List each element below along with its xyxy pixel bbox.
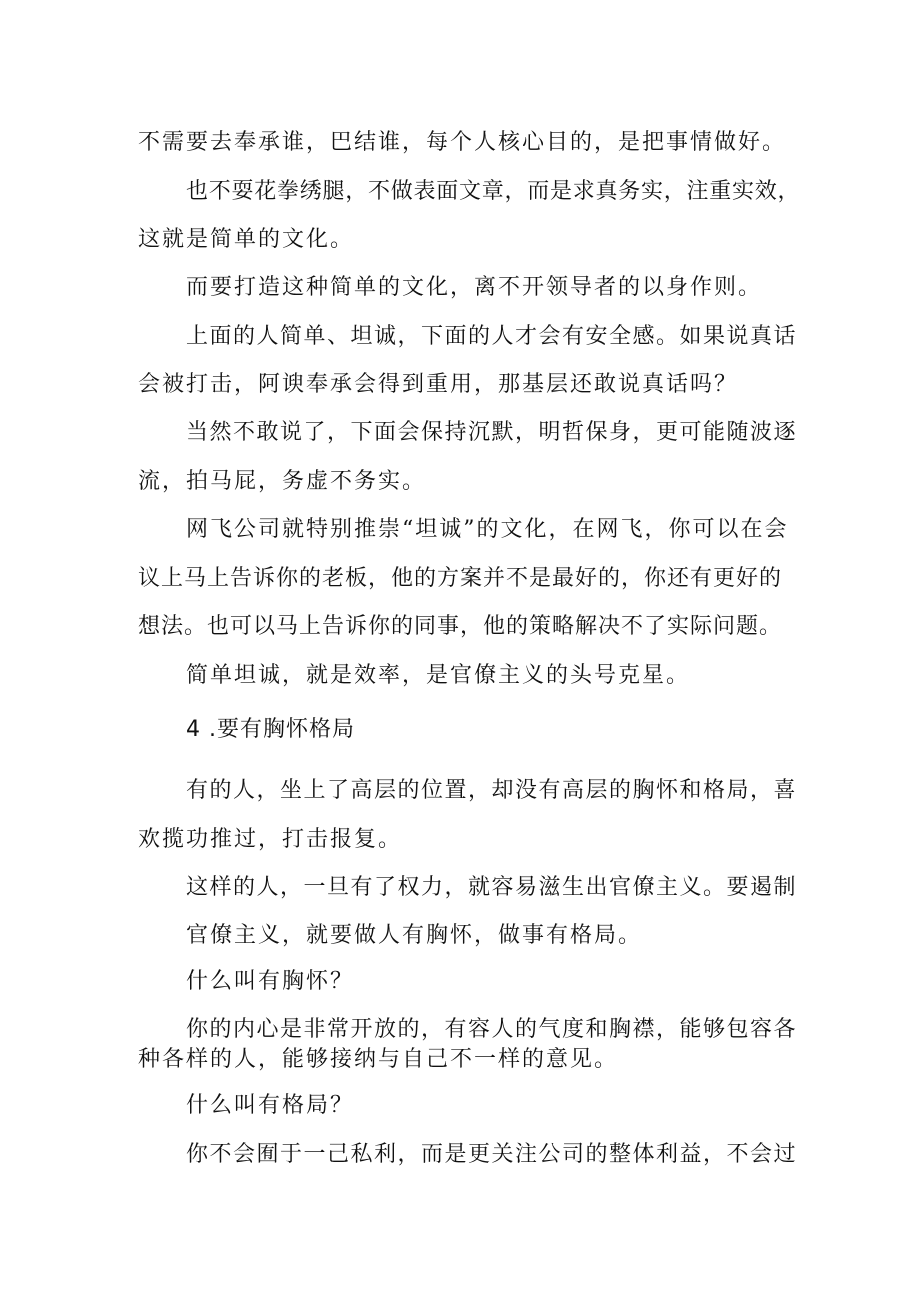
text-line: 上面的人简单、坦诚，下面的人才会有安全感。如果说真话 (186, 324, 798, 349)
text-line: 网飞公司就特别推崇“坦诚”的文化，在网飞，你可以在会 (186, 517, 789, 542)
text-line: 什么叫有格局？ (186, 1093, 355, 1118)
text-line: 也不耍花拳绣腿，不做表面文章，而是求真务实，注重实效， (186, 179, 801, 204)
text-line: 这就是简单的文化。 (138, 227, 355, 252)
text-line: 欢揽功推过，打击报复。 (138, 827, 403, 852)
text-line: 这样的人，一旦有了权力，就容易滋生出官僚主义。要遏制 (186, 875, 798, 900)
text-line: 有的人，坐上了高层的位置，却没有高层的胸怀和格局，喜 (186, 778, 798, 803)
text-line: 当然不敢说了，下面会保持沉默，明哲保身，更可能随波逐 (186, 420, 798, 445)
text-line: 你不会囿于一己私利，而是更关注公司的整体利益，不会过 (186, 1142, 798, 1167)
text-line: 什么叫有胸怀？ (186, 969, 355, 994)
text-line: 种各样的人，能够接纳与自己不一样的意见。 (138, 1047, 619, 1072)
text-line: 不需要去奉承谁，巴结谁，每个人核心目的，是把事情做好。 (138, 130, 787, 155)
text-line: 简单坦诚，就是效率，是官僚主义的头号克星。 (186, 663, 691, 688)
text-line: 会被打击，阿谀奉承会得到重用，那基层还敢说真话吗？ (138, 372, 739, 397)
text-line: 而要打造这种简单的文化，离不开领导者的以身作则。 (186, 275, 763, 300)
text-line: 流，拍马屁，务虚不务实。 (138, 469, 427, 494)
section-heading: 4 .要有胸怀格局 (186, 717, 355, 742)
text-line: 官僚主义，就要做人有胸怀，做事有格局。 (186, 923, 643, 948)
text-line: 议上马上告诉你的老板，他的方案并不是最好的，你还有更好的 (138, 566, 783, 591)
text-line: 你的内心是非常开放的，有容人的气度和胸襟，能够包容各 (186, 1017, 798, 1042)
text-line: 想法。也可以马上告诉你的同事，他的策略解决不了实际问题。 (138, 614, 783, 639)
